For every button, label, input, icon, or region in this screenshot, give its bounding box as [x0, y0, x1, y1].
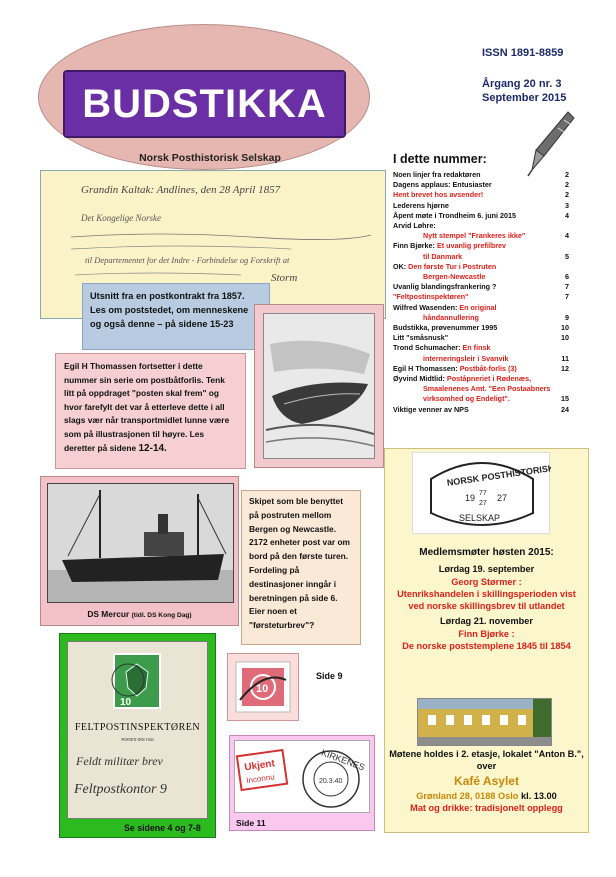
- toc-row: [393, 303, 569, 313]
- toc-row: [393, 231, 569, 241]
- toc-page-number: 2: [565, 170, 569, 179]
- meeting-time: kl. 13.00: [520, 791, 557, 801]
- toc-row: [393, 292, 569, 302]
- toc-author: OK:: [393, 261, 409, 271]
- toc-row: [393, 384, 569, 394]
- issue-info: [482, 77, 566, 105]
- toc-row: [393, 333, 569, 343]
- toc-row-title: Budstikka, prøvenummer 1995: [393, 323, 498, 333]
- side9-label: Side 9: [316, 671, 343, 681]
- meeting-topic-2: De norske poststemplene 1845 til 1854: [402, 641, 571, 651]
- volume: Årgang 20 nr. 3: [482, 78, 562, 90]
- toc-page-number: 7: [565, 292, 569, 302]
- toc-row: [393, 343, 569, 353]
- toc-page-number: 5: [565, 251, 569, 261]
- feltpost-handwriting-2: Feltpostkontor 9: [74, 782, 167, 797]
- meeting-topic-1: Utenrikshandelen i skillingsperioden vist ved norske skillingsbrev til utlandet: [397, 589, 576, 611]
- toc-row: [393, 241, 569, 251]
- toc-page-number: 9: [565, 312, 569, 322]
- toc-row-title: Dagens applaus: Entusiaster: [393, 180, 492, 190]
- toc-row: [393, 394, 569, 404]
- toc-author: Egil H Thomassen:: [393, 363, 460, 373]
- toc-row: [393, 180, 569, 190]
- toc-row: [393, 313, 569, 323]
- toc-row: [393, 252, 569, 262]
- kafe-building-photo: [417, 698, 552, 746]
- toc-page-number: 3: [565, 200, 569, 210]
- toc-author: Finn Bjørke:: [393, 241, 437, 251]
- kirkenes-postmark-date: 20.3.40: [319, 778, 343, 785]
- toc-row-title: [393, 262, 557, 272]
- toc-article: Den første Tur i Postruten: [408, 261, 497, 271]
- nps-stamp-bottom: SELSKAP: [459, 513, 501, 523]
- ds-mercur-frame: [40, 476, 239, 626]
- meetings-list: [388, 546, 585, 652]
- nps-logo-stamp: [413, 453, 551, 535]
- toc-row: [393, 262, 569, 272]
- toc-row-title: Hent brevet hos avsender!: [393, 190, 484, 200]
- toc-row-title: Bergen-Newcastle: [423, 272, 486, 282]
- toc-page-number: 12: [561, 363, 569, 373]
- toc-row-title: Åpent møte i Trondheim 6. juni 2015: [393, 210, 517, 220]
- ds-mercur-caption: [47, 609, 232, 619]
- toc-list: [393, 170, 569, 415]
- toc-row: [393, 374, 569, 384]
- ds-mercur-former-name: (tidl. DS Kong Dag): [131, 612, 192, 619]
- toc-row-title: Uvanlig blandingsfrankering ?: [393, 282, 497, 292]
- nps-stamp-year-a: 19: [465, 493, 476, 503]
- toc-row-title: [393, 241, 557, 251]
- script-line-1: Grandin Kaltak: Andlines, den 28 April 1857: [81, 184, 281, 196]
- feltpost-caption: Se sidene 4 og 7-8: [124, 823, 201, 833]
- toc-page-number: [557, 303, 569, 313]
- toc-row-title: virksomhed og Endeligt".: [423, 394, 510, 404]
- food-info: Mat og drikke: tradisjonelt opplegg: [410, 803, 563, 813]
- toc-page-number: 24: [561, 404, 569, 414]
- toc-page-number: 2: [565, 190, 569, 200]
- toc-page-number: [557, 374, 569, 384]
- toc-page-number: 2: [565, 180, 569, 190]
- red-stamp-icon: [234, 660, 292, 714]
- toc-page-number: 10: [561, 333, 569, 343]
- toc-row-title: håndannullering: [423, 312, 479, 322]
- egil-pages: 12-14.: [138, 442, 167, 454]
- toc-row-title: [393, 374, 557, 384]
- toc-row-title: Viktige venner av NPS: [393, 404, 469, 414]
- toc-row-title: til Danmark: [423, 251, 463, 261]
- toc-page-number: [557, 343, 569, 353]
- meeting-location: [388, 748, 585, 814]
- ds-mercur-photo: [47, 483, 234, 603]
- meeting-location-text: Møtene holdes i 2. etasje, lokalet "Anton B.", over: [389, 749, 584, 771]
- meeting-speaker-2: Finn Bjørke :: [458, 629, 515, 639]
- meetings-heading: Medlemsmøter høsten 2015:: [419, 547, 554, 558]
- green-stamp-icon: [108, 650, 168, 710]
- toc-article: En original: [459, 302, 497, 312]
- toc-article: En finsk: [462, 343, 491, 353]
- issue-date: September 2015: [482, 92, 567, 104]
- egil-intro-tail: Les deretter på sidene: [64, 428, 205, 453]
- meeting-date-1: Lørdag 19. september: [438, 564, 535, 574]
- toc-row: [393, 405, 569, 415]
- toc-author: Øyvind Midtlid:: [393, 374, 447, 384]
- side9-stamp-frame: [227, 653, 299, 721]
- toc-row: [393, 190, 569, 200]
- kirkenes-envelope: [234, 740, 370, 813]
- toc-row-title: [393, 343, 557, 353]
- toc-row: [393, 354, 569, 364]
- toc-page-number: 11: [561, 353, 569, 363]
- toc-row-title: Lederens hjørne: [393, 200, 449, 210]
- toc-row: [393, 221, 569, 231]
- feltpost-subtitle: POSTEN INN 1943: [121, 737, 154, 742]
- egil-intro-text: Egil H Thomassen fortsetter i dette nummer sin serie om postbåtforlis. Tenk litt på oppdraget "posten skal frem" og hvor farefylt det var å etterleve dette i all slags vær når transportmidlet lunne være som på illustrasjonen til høyre.: [64, 361, 230, 439]
- nps-stamp-year-d: 27: [497, 493, 508, 503]
- nps-stamp-top: NORSK POSTHISTORISK: [446, 462, 551, 488]
- toc-row: [393, 272, 569, 282]
- toc-page-number: [557, 384, 569, 394]
- ds-mercur-name: DS Mercur: [87, 609, 130, 619]
- nps-stamp-area: [412, 452, 550, 534]
- toc-article: Postbåt-forlis (3): [459, 363, 517, 373]
- toc-row: [393, 211, 569, 221]
- society-name: Norsk Posthistorisk Selskap: [139, 152, 281, 164]
- toc-page-number: 6: [565, 272, 569, 282]
- toc-heading: I dette nummer:: [393, 152, 487, 166]
- toc-page-number: 4: [565, 210, 569, 220]
- side11-label: Side 11: [236, 818, 266, 828]
- rowboat-image: [263, 313, 375, 459]
- feltpost-title: FELTPOSTINSPEKTØREN: [74, 722, 201, 733]
- toc-author: Wilfred Wasenden:: [393, 302, 460, 312]
- red-stamp-line1: Ukjent: [243, 758, 276, 774]
- toc-row-title: Arvid Løhre:: [393, 221, 436, 231]
- cafe-name: Kafé Asylet: [454, 774, 519, 788]
- script-line-4: Storm: [271, 272, 298, 284]
- toc-row-title: Nytt stempel "Frankeres ikke": [423, 231, 526, 241]
- kirkenes-postmark-text: KIRKENES: [319, 747, 367, 773]
- side11-frame: [229, 735, 375, 831]
- table-of-contents: [393, 152, 569, 415]
- script-line-2: Det Kongelige Norske: [81, 213, 161, 223]
- toc-article: Et uvanlig prefilbrev: [436, 241, 507, 251]
- toc-row: [393, 282, 569, 292]
- feltpost-envelope: [67, 641, 208, 819]
- egil-intro-box: [55, 353, 246, 469]
- red-stamp-line2: Inconnu: [245, 772, 276, 786]
- nps-stamp-year-b: 77: [479, 490, 487, 497]
- postcontract-caption: Utsnitt fra en postkontrakt fra 1857. Les om poststedet, om menneskene og også denne – på sidene 15-23: [82, 283, 270, 350]
- toc-page-number: [557, 241, 569, 251]
- toc-page-number: [557, 262, 569, 272]
- toc-author: Trond Schumacher:: [393, 343, 463, 353]
- toc-page-number: 15: [561, 394, 569, 404]
- meeting-date-2: Lørdag 21. november: [440, 616, 533, 626]
- feltpost-frame: [59, 633, 216, 838]
- nps-stamp-year-c: 27: [479, 500, 487, 507]
- toc-row-title: "Feltpostinspektøren": [393, 292, 469, 302]
- toc-row: [393, 364, 569, 374]
- toc-row-title: Smaalenenes Amt. "Een Postaabners: [423, 384, 551, 394]
- green-stamp-value-left: 10: [120, 697, 132, 708]
- toc-page-number: 7: [565, 282, 569, 292]
- toc-row: [393, 323, 569, 333]
- toc-article: Poståpneriet i Rødenæs,: [446, 374, 532, 384]
- toc-row-title: interneringsleir i Svanvik: [423, 353, 509, 363]
- red-stamp-value: 10: [256, 683, 269, 695]
- toc-row-title: Noen linjer fra redaktøren: [393, 170, 481, 179]
- toc-page-number: 4: [565, 231, 569, 241]
- issn: ISSN 1891-8859: [482, 47, 564, 59]
- toc-row-title: [393, 364, 557, 374]
- rowboat-frame: [254, 304, 384, 468]
- cafe-address: Grønland 28, 0188 Oslo: [416, 791, 519, 801]
- toc-row-title: [393, 303, 557, 313]
- meeting-speaker-1: Georg Størmer :: [451, 577, 522, 587]
- toc-row: [393, 201, 569, 211]
- toc-page-number: 10: [561, 323, 569, 333]
- toc-row: [393, 170, 569, 180]
- magazine-title: BUDSTIKKA: [63, 70, 346, 138]
- toc-page-number: [557, 221, 569, 231]
- feltpost-handwriting-1: Feldt militær brev: [76, 754, 163, 768]
- toc-row-title: Litt "småsnusk": [393, 333, 449, 343]
- ship-description: Skipet som ble benyttet på postruten mellom Bergen og Newcastle. 2172 enheter post var om bord på den første turen. Fordeling på destinasjoner inngår i beretningen på side 6. Eier noen et "førsteturbrev"?: [241, 490, 361, 645]
- script-line-3: til Departementet for det Indre - Forbindelse og Forskrift at: [85, 255, 290, 265]
